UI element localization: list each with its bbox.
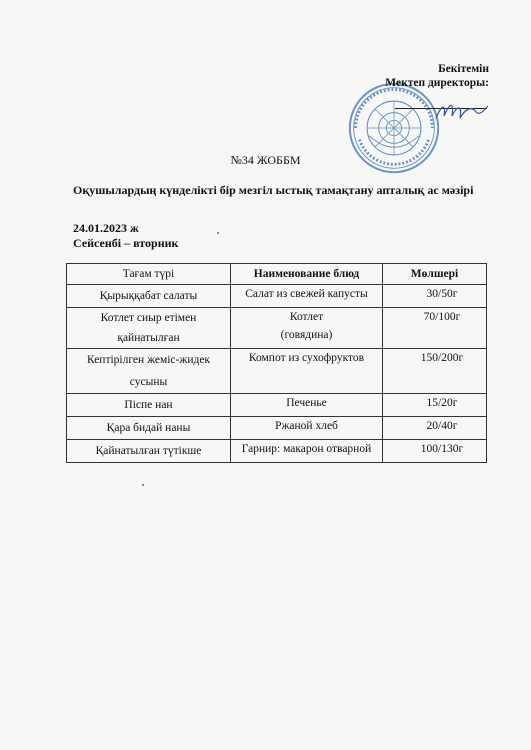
cell-dish-type bbox=[67, 349, 231, 394]
approval-line2: Мектеп директоры: bbox=[385, 77, 489, 89]
cell-dish-type-line: қайнатылған bbox=[117, 332, 180, 344]
cell-dish-name-line: Компот из сухофруктов bbox=[248, 352, 365, 364]
menu-title: Оқушылардың күнделікті бір мезгіл ыстық тамақтану апталық ас мәзірі bbox=[73, 183, 474, 197]
cell-amount bbox=[383, 417, 487, 440]
column-header-dish-name: Наименование блюд bbox=[231, 264, 383, 285]
cell-amount bbox=[383, 308, 487, 349]
table-row bbox=[67, 285, 487, 308]
cell-amount bbox=[383, 394, 487, 417]
cell-dish-name bbox=[231, 349, 383, 394]
cell-amount-line: 15/20г bbox=[426, 397, 458, 409]
speck bbox=[217, 232, 219, 234]
cell-dish-name bbox=[231, 285, 383, 308]
column-header-amount: Мөлшері bbox=[383, 264, 487, 285]
cell-amount bbox=[383, 440, 487, 463]
table-row bbox=[67, 440, 487, 463]
cell-amount-line: 70/100г bbox=[423, 311, 461, 323]
cell-dish-name-line: (говядина) bbox=[280, 329, 333, 341]
cell-amount bbox=[383, 349, 487, 394]
cell-dish-type bbox=[67, 417, 231, 440]
school-name: №34 ЖОББМ bbox=[230, 153, 301, 167]
table-row bbox=[67, 417, 487, 440]
table-row bbox=[67, 308, 487, 349]
cell-dish-type bbox=[67, 394, 231, 417]
cell-dish-name-line: Гарнир: макарон отварной bbox=[241, 443, 372, 455]
cell-amount-line: 100/130г bbox=[420, 443, 464, 455]
cell-dish-type-line: Қара бидай наны bbox=[106, 422, 191, 434]
table-row bbox=[67, 349, 487, 394]
cell-dish-type bbox=[67, 440, 231, 463]
approval-block bbox=[385, 62, 489, 90]
cell-dish-name bbox=[231, 394, 383, 417]
cell-amount-line: 150/200г bbox=[420, 352, 464, 364]
cell-dish-type-line: Қырыққабат салаты bbox=[99, 290, 198, 302]
cell-dish-type-line: Қайнатылған түтікше bbox=[95, 445, 202, 457]
cell-amount bbox=[383, 285, 487, 308]
cell-dish-type bbox=[67, 308, 231, 349]
signature-icon bbox=[432, 96, 492, 126]
cell-dish-type-line: сусыны bbox=[129, 376, 168, 388]
cell-amount-line: 30/50г bbox=[426, 288, 458, 300]
menu-day: Сейсенбі – вторник bbox=[73, 236, 179, 250]
cell-dish-type-line: Кептірілген жеміс-жидек bbox=[86, 354, 211, 366]
menu-table bbox=[66, 263, 487, 463]
cell-amount-line: 20/40г bbox=[426, 420, 458, 432]
column-header-dish-type: Тағам түрі bbox=[67, 264, 231, 285]
table-row bbox=[67, 394, 487, 417]
cell-dish-name bbox=[231, 440, 383, 463]
cell-dish-name-line: Котлет bbox=[289, 311, 324, 323]
cell-dish-name-line: Салат из свежей капусты bbox=[245, 288, 368, 300]
cell-dish-name bbox=[231, 308, 383, 349]
speck bbox=[142, 484, 144, 486]
cell-dish-type bbox=[67, 285, 231, 308]
approval-line1: Бекітемін bbox=[438, 63, 489, 75]
cell-dish-type-line: Котлет сиыр етімен bbox=[100, 312, 197, 324]
cell-dish-type-line: Піспе нан bbox=[124, 399, 173, 411]
menu-date: 24.01.2023 ж bbox=[73, 221, 139, 235]
cell-dish-name-line: Печенье bbox=[286, 397, 327, 409]
table-header-row bbox=[67, 264, 487, 285]
cell-dish-name bbox=[231, 417, 383, 440]
cell-dish-name-line: Ржаной хлеб bbox=[275, 420, 338, 432]
